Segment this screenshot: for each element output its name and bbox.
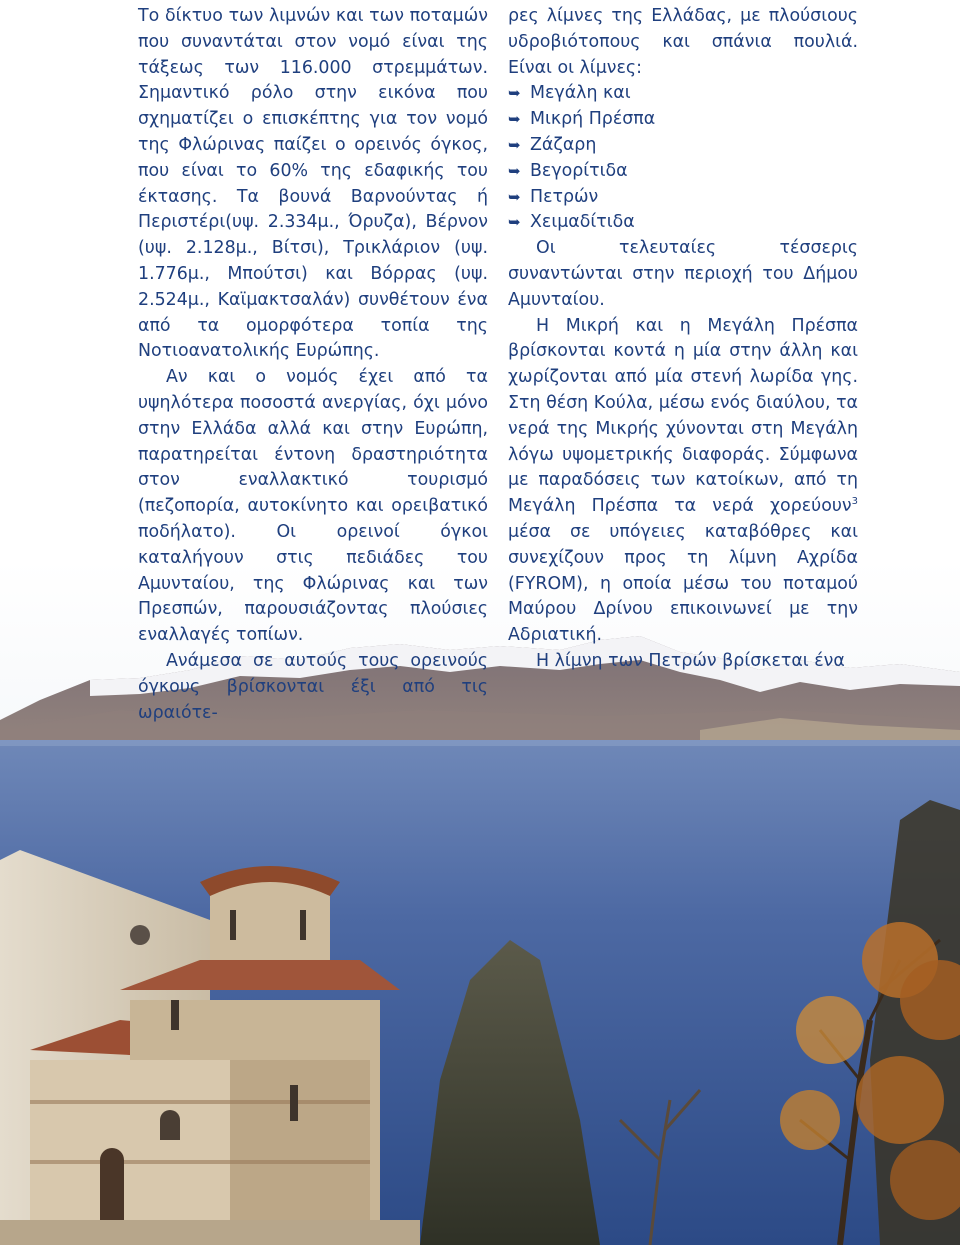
arrow-bullet-icon: ➥ <box>508 187 521 206</box>
arrow-bullet-icon: ➥ <box>508 135 521 154</box>
text-column-right <box>508 4 858 675</box>
list-item: ➥ Μικρή Πρέσπα <box>508 107 858 133</box>
lakes-list <box>508 81 858 236</box>
arrow-bullet-icon: ➥ <box>508 84 521 103</box>
paragraph-1: Το δίκτυο των λιμνών και των ποταμών που συναντάται στον νομό είναι της τάξεως των 116.000 στρεμμάτων. Σημαντικό ρόλο στην εικόνα που σχηματίζει ο επισκέπτης για τον νομό της Φλώρινας παίζει ο ορεινός όγκος, που είναι το 60% της εδαφικής του έκτασης. Τα βουνά Βαρνούντας ή Περιστέρι(υψ. 2.334μ., Όρυζα), Βέρνον (υψ. 2.128μ., Βίτσι), Τρικλάριον (υψ. 1.776μ., Μπούτσι) και Βόρρας (υψ. 2.524μ., Καϊμακτσαλάν) συνθέτουν ένα από τα ομορφότερα τοπία της Νοτιοανατολικής Ευρώπης. <box>138 6 488 362</box>
list-item: ➥ Πετρών <box>508 185 858 211</box>
arrow-bullet-icon: ➥ <box>508 161 521 180</box>
list-item: ➥ Χειμαδίτιδα <box>508 210 858 236</box>
paragraph-3: Ανάμεσα σε αυτούς τους ορεινούς όγκους βρίσκονται έξι από τις ωραιότε- <box>138 650 488 723</box>
paragraph-prespa: Η Μικρή και η Μεγάλη Πρέσπα βρίσκονται κοντά η μία στην άλλη και χωρίζονται από μία στενή λωρίδα γης. Στη θέση Κούλα, μέσω ενός διαύλου, τα νερά της Μικρής χύνονται στη Μεγάλη λόγω υψομετρικής διαφοράς. Σύμφωνα με παραδόσεις των κατοίκων, από τη Μεγάλη Πρέσπα τα νερά χορεύουν$^3$ μέσα σε υπόγειες καταβόθρες και συνεχίζουν προς τη λίμνη Αχρίδα (FYROM), η οποία μέσω του ποταμού Μαύρου Δρίνου επικοινωνεί με την Αδριατική. <box>508 315 858 646</box>
list-item: ➥ Ζάζαρη <box>508 133 858 159</box>
list-item: ➥ Μεγάλη και <box>508 81 858 107</box>
arrow-bullet-icon: ➥ <box>508 213 521 232</box>
text-column-left <box>138 4 488 726</box>
paragraph-petron: Η λίμνη των Πετρών βρίσκεται ένα <box>536 650 845 671</box>
list-item: ➥ Βεγορίτιδα <box>508 159 858 185</box>
paragraph-2: Αν και ο νομός έχει από τα υψηλότερα ποσοστά ανεργίας, όχι μόνο στην Ελλάδα αλλά και στην Ευρώπη, παρατηρείται έντονη δραστηριότητα στον εναλλακτικό τουρισμό (πεζοπορία, αυτοκίνητο και ορειβατικό ποδήλατο). Οι ορεινοί όγκοι καταλήγουν στις πεδιάδες του Αμυνταίου, της Φλώρινας και των Πρεσπών, παρουσιάζοντας πλούσιες εναλλαγές τοπίων. <box>138 367 488 646</box>
arrow-bullet-icon: ➥ <box>508 110 521 129</box>
paragraph-lakes-intro: ρες λίμνες της Ελλάδας, με πλούσιους υδροβιότοπους και σπάνια πουλιά. Είναι οι λίμνες: <box>508 6 858 78</box>
water-line <box>0 740 960 746</box>
paragraph-amyntaio: Οι τελευταίες τέσσερις συναντώνται στην περιοχή του Δήμου Αμυνταίου. <box>508 238 858 310</box>
